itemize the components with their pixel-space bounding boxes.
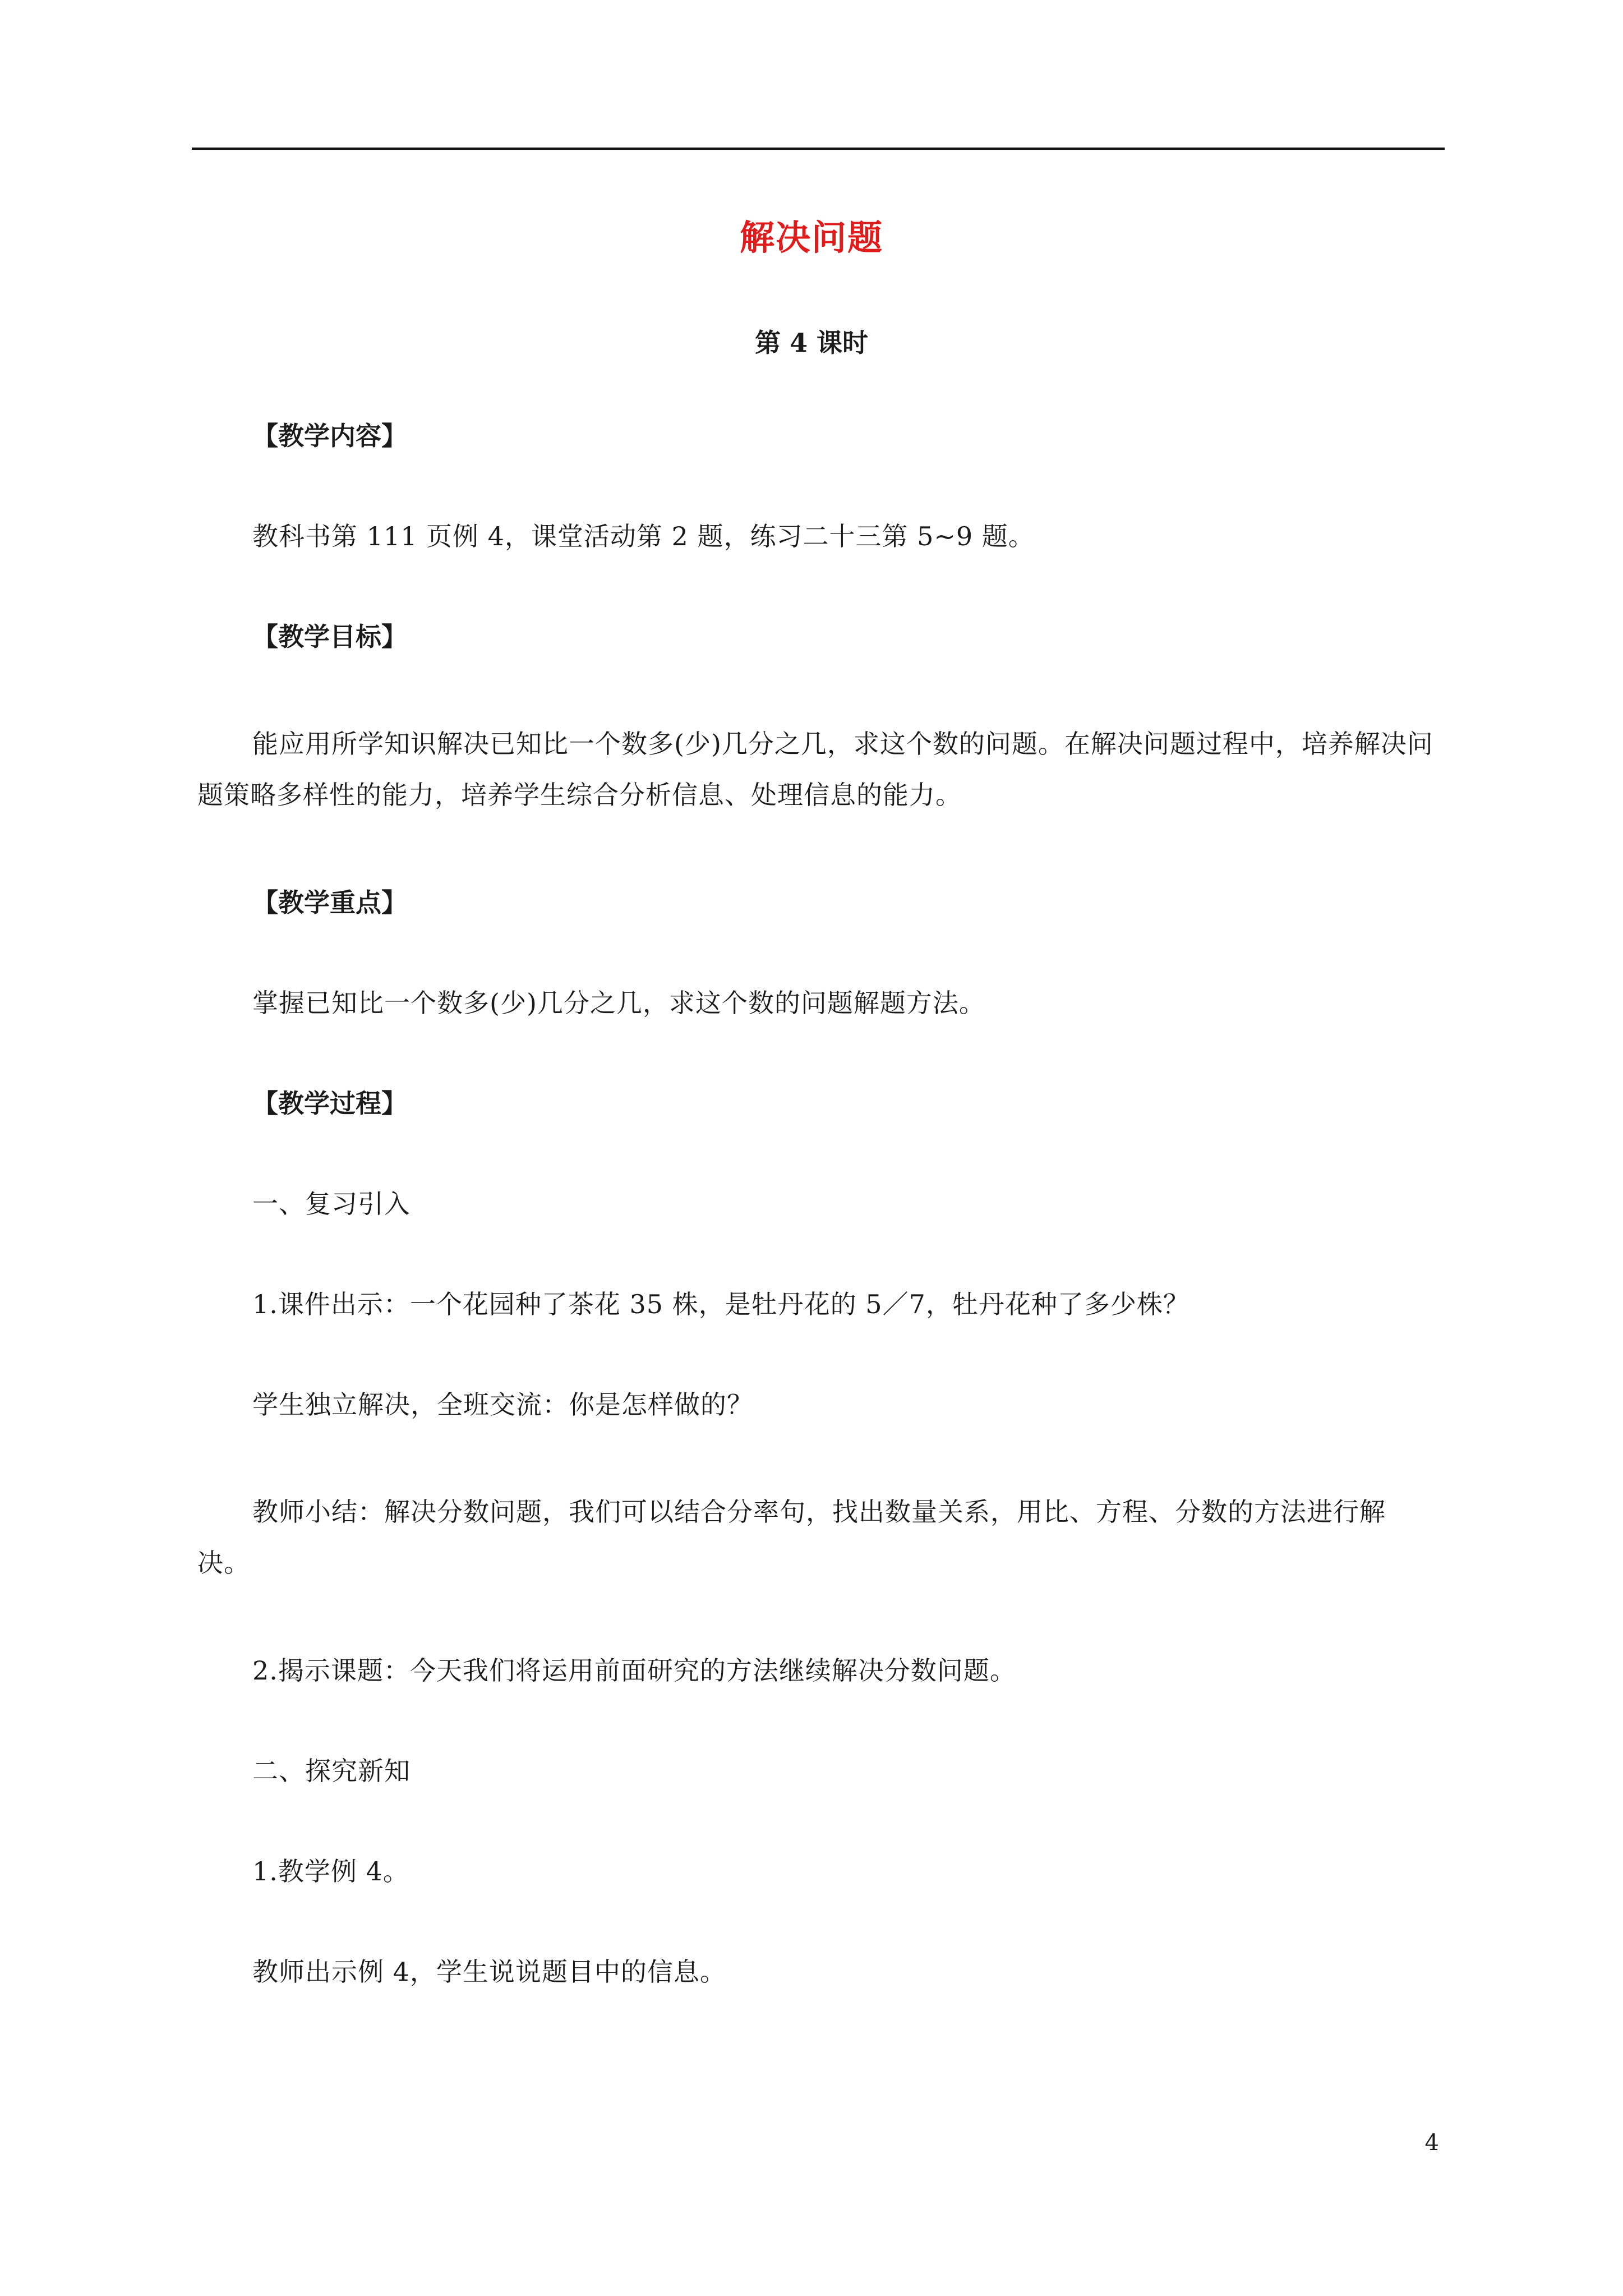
paragraph-objectives: 能应用所学知识解决已知比一个数多(少)几分之几，求这个数的问题。在解决问题过程中，培养解决问题策略多样性的能力，培养学生综合分析信息、处理信息的能力。 [197, 729, 1433, 810]
paragraph-teacher-summary: 教师小结：解决分数问题，我们可以结合分率句，找出数量关系，用比、方程、分数的方法进行解决。 [197, 1497, 1386, 1578]
document-title: 解决问题 [739, 217, 883, 258]
lesson-subtitle: 第 4 课时 [754, 328, 869, 358]
section-heading-key-points: 【教学重点】 [252, 887, 407, 918]
paragraph-explore-heading: 二、探究新知 [252, 1756, 411, 1786]
header-rule [192, 148, 1445, 150]
paragraph-courseware-problem: 1.课件出示：一个花园种了茶花 35 株，是牡丹花的 5／7，牡丹花种了多少株？ [252, 1289, 1189, 1319]
paragraph-review-heading: 一、复习引入 [252, 1189, 411, 1219]
paragraph-student-solve: 学生独立解决，全班交流：你是怎样做的？ [252, 1389, 753, 1420]
paragraph-content: 教科书第 111 页例 4，课堂活动第 2 题，练习二十三第 5~9 题。 [252, 521, 1035, 551]
document-body [197, 417, 1438, 2054]
section-heading-content: 【教学内容】 [252, 421, 407, 451]
paragraph-example-4: 1.教学例 4。 [252, 1856, 409, 1887]
paragraph-key-points: 掌握已知比一个数多(少)几分之几，求这个数的问题解题方法。 [252, 988, 985, 1018]
paragraph-show-example: 教师出示例 4，学生说说题目中的信息。 [252, 1957, 726, 1987]
section-heading-objectives: 【教学目标】 [252, 622, 407, 652]
page-number: 4 [1424, 2130, 1439, 2156]
section-heading-process: 【教学过程】 [252, 1088, 407, 1119]
paragraph-reveal-topic: 2.揭示课题：今天我们将运用前面研究的方法继续解决分数问题。 [252, 1655, 1016, 1686]
